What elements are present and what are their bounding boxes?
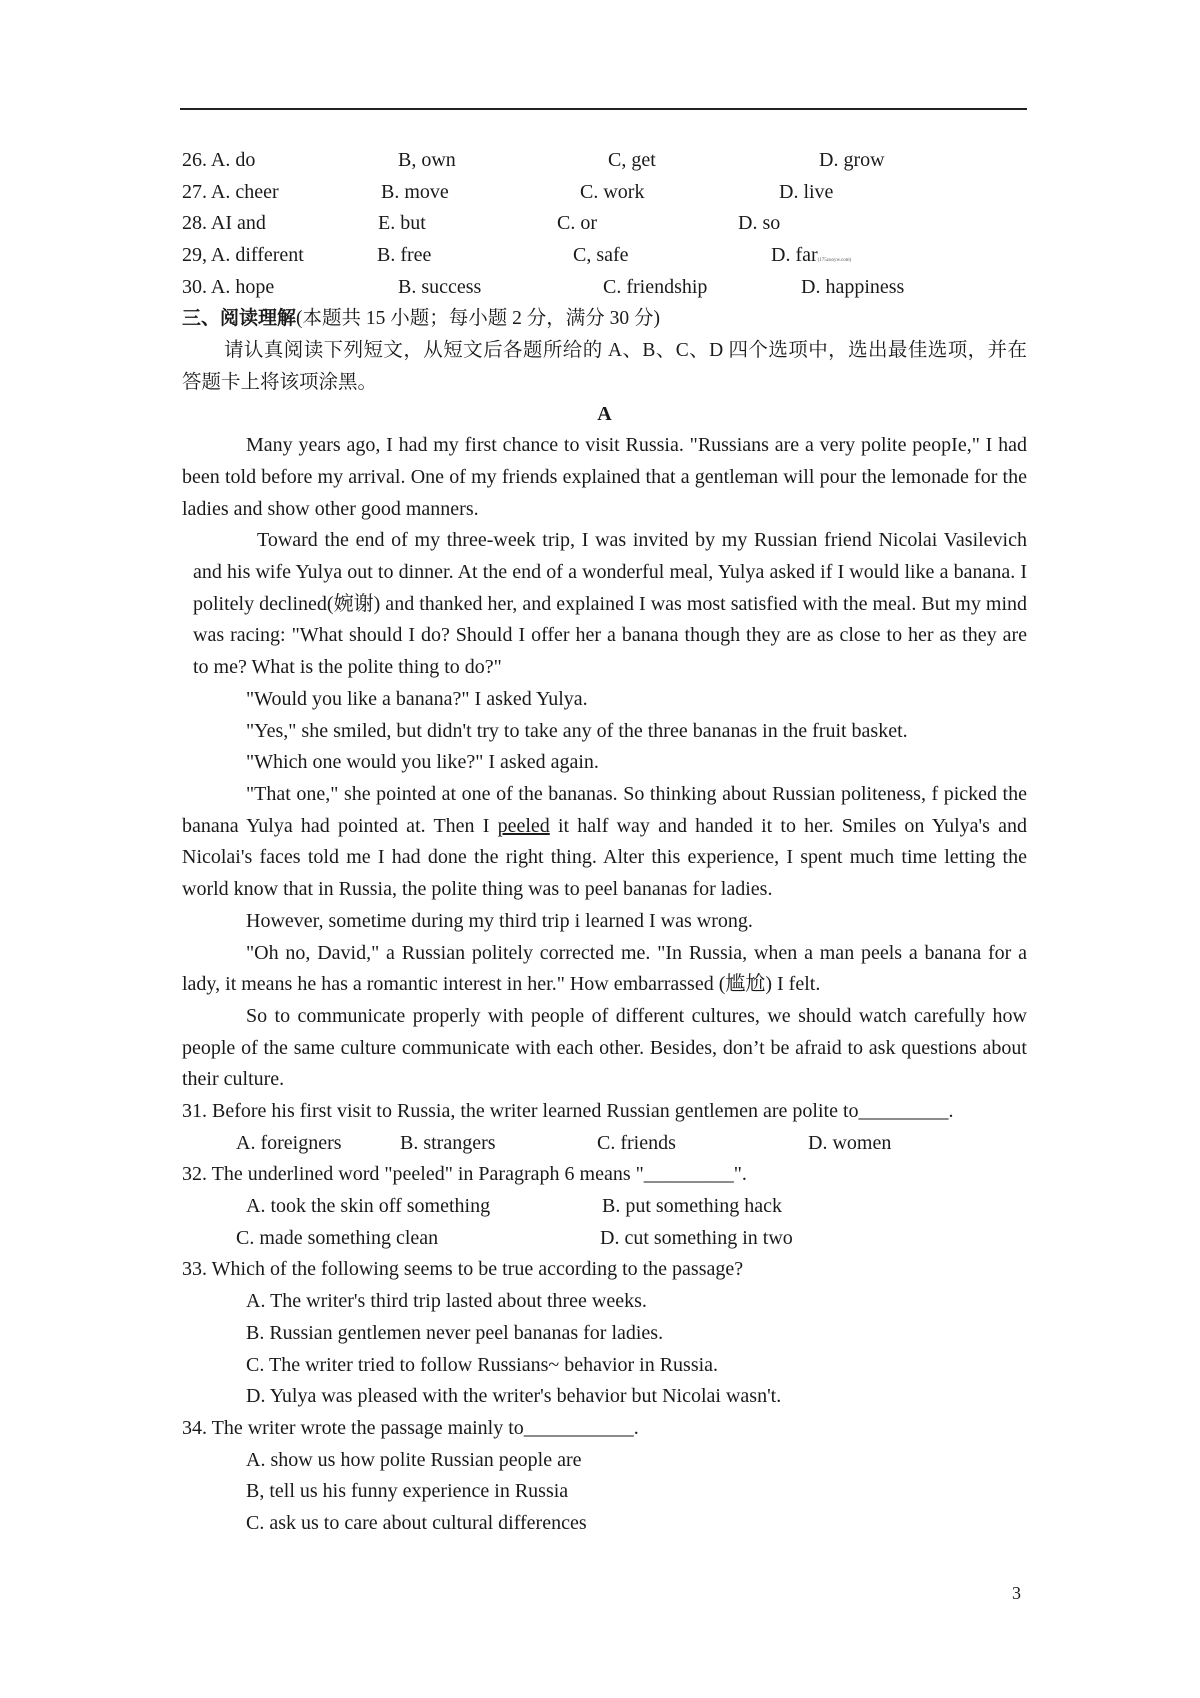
option-a: 27. A. cheer (182, 180, 279, 203)
option-d: D. grow (819, 149, 885, 171)
section-scoring: (本题共 15 小题；每小题 2 分，满分 30 分) (296, 308, 661, 330)
question-34: 34. The writer wrote the passage mainly to___________. (182, 1417, 639, 1439)
option-d: D. Yulya was pleased with the writer's behavior but Nicolai wasn't. (246, 1385, 782, 1408)
question-32-options (182, 1191, 1027, 1223)
option-a: 26. A. do (182, 149, 256, 171)
option-c: C. ask us to care about cultural differences (246, 1512, 587, 1535)
passage-dialog: "Would you like a banana?" I asked Yulya. (246, 687, 588, 710)
question-33: 33. Which of the following seems to be true according to the passage? (182, 1258, 744, 1281)
passage-paragraph: Many years ago, I had my first chance to visit Russia. "Russians are a very polite peopIe," I had been told before my arrival. One of my friends explained that a gentleman will pour the lemonade for the ladies and show other good manners. (182, 434, 1027, 520)
question-31: 31. Before his first visit to Russia, the writer learned Russian gentlemen are polite to_________. (182, 1100, 954, 1123)
passage-paragraph: Toward the end of my three-week trip, I was invited by my Russian friend Nicolai Vasilevich and his wife Yulya out to dinner. At the end of a wonderful meal, Yulya asked if I would like a banana. I politely declined(婉谢) and thanked her, and explained I was most satisfied with the meal. But my mind was racing: "What should I do? Should I offer her a banana though they are as close to her as they are to me? What is the polite thing to do?" (193, 529, 1027, 679)
option-b: B. strangers (400, 1131, 496, 1154)
option-row-27 (182, 177, 1027, 209)
option-c: C. The writer tried to follow Russians~ behavior in Russia. (246, 1353, 719, 1376)
option-d: D. live (779, 180, 834, 203)
option-d: D. so (738, 212, 781, 235)
question-32-options (182, 1223, 1027, 1255)
option-d-text: D. far (771, 244, 818, 267)
option-b: B. move (381, 180, 449, 203)
option-c: C. work (580, 180, 645, 203)
question-31-options (182, 1128, 1027, 1160)
page-number: 3 (1012, 1583, 1021, 1603)
option-a: 30. A. hope (182, 275, 275, 298)
option-d: D. cut something in two (600, 1226, 793, 1249)
option-a: 29, A. different (182, 244, 304, 267)
option-b: B. success (398, 275, 482, 298)
header-rule (180, 108, 1027, 110)
passage-label: A (597, 402, 612, 425)
option-a: A. The writer's third trip lasted about three weeks. (246, 1290, 647, 1313)
cloze-options-block (182, 145, 1027, 303)
option-d: D. happiness (801, 275, 905, 298)
passage-paragraph: So to communicate properly with people of different cultures, we should watch carefully how people of the same culture communicate with each other. Besides, don’t be afraid to ask questions about their culture. (182, 1004, 1027, 1091)
section-heading (182, 303, 1027, 335)
option-a: A. show us how polite Russian people are (246, 1448, 582, 1471)
option-d: D. women (808, 1131, 892, 1154)
option-c: C, safe (573, 244, 629, 267)
option-row-28 (182, 208, 1027, 240)
option-a: 28. AI and (182, 212, 266, 235)
option-row-30 (182, 272, 1027, 304)
paragraph-text: "That one," she pointed at one of the bananas. So thinking about Russian politeness, f picked the banana Yulya had pointed at. Then I (182, 782, 1027, 837)
option-c: C. friendship (603, 275, 708, 298)
section-title: 三、阅读理解 (182, 307, 297, 330)
option-a: A. took the skin off something (246, 1195, 491, 1218)
option-c: C. made something clean (236, 1226, 439, 1249)
option-a: A. foreigners (236, 1131, 342, 1154)
option-b: B. free (377, 244, 432, 267)
passage-dialog: "Which one would you like?" I asked again. (246, 751, 599, 774)
option-b: B, tell us his funny experience in Russia (246, 1480, 569, 1503)
option-row-29 (182, 240, 1027, 272)
option-row-26 (182, 145, 1027, 177)
passage-dialog: "Yes," she smiled, but didn't try to take any of the three bananas in the fruit basket. (246, 719, 908, 742)
section-instruction: 请认真阅读下列短文，从短文后各题所给的 A、B、C、D 四个选项中，选出最佳选项，并在答题卡上将该项涂黑。 (182, 340, 1027, 393)
option-c: C. friends (597, 1131, 676, 1154)
option-c: C. or (557, 212, 597, 235)
option-c: C, get (608, 149, 656, 171)
watermark-text: (175zuoyw.com) (817, 258, 852, 264)
underlined-word: peeled (497, 814, 550, 837)
exam-page (182, 145, 1027, 1540)
question-32: 32. The underlined word "peeled" in Paragraph 6 means "_________". (182, 1163, 747, 1186)
passage-paragraph (182, 779, 1027, 906)
option-b: B. Russian gentlemen never peel bananas for ladies. (246, 1321, 664, 1344)
option-b: B, own (398, 149, 456, 171)
passage-paragraph: "Oh no, David," a Russian politely corrected me. "In Russia, when a man peels a banana for a lady, it means he has a romantic interest in her." How embarrassed (尴尬) I felt. (182, 941, 1027, 996)
passage-paragraph: However, sometime during my third trip i learned I was wrong. (246, 909, 753, 932)
paragraph-text: it half way and handed it to her. Smiles on Yulya's and Nicolai's faces told me I had done the right thing. Alter this experience, I spent much time letting the world know that in Russia, the polite thing was to peel bananas for ladies. (182, 814, 1027, 901)
option-b: E. but (378, 212, 426, 235)
option-b: B. put something hack (602, 1195, 782, 1218)
